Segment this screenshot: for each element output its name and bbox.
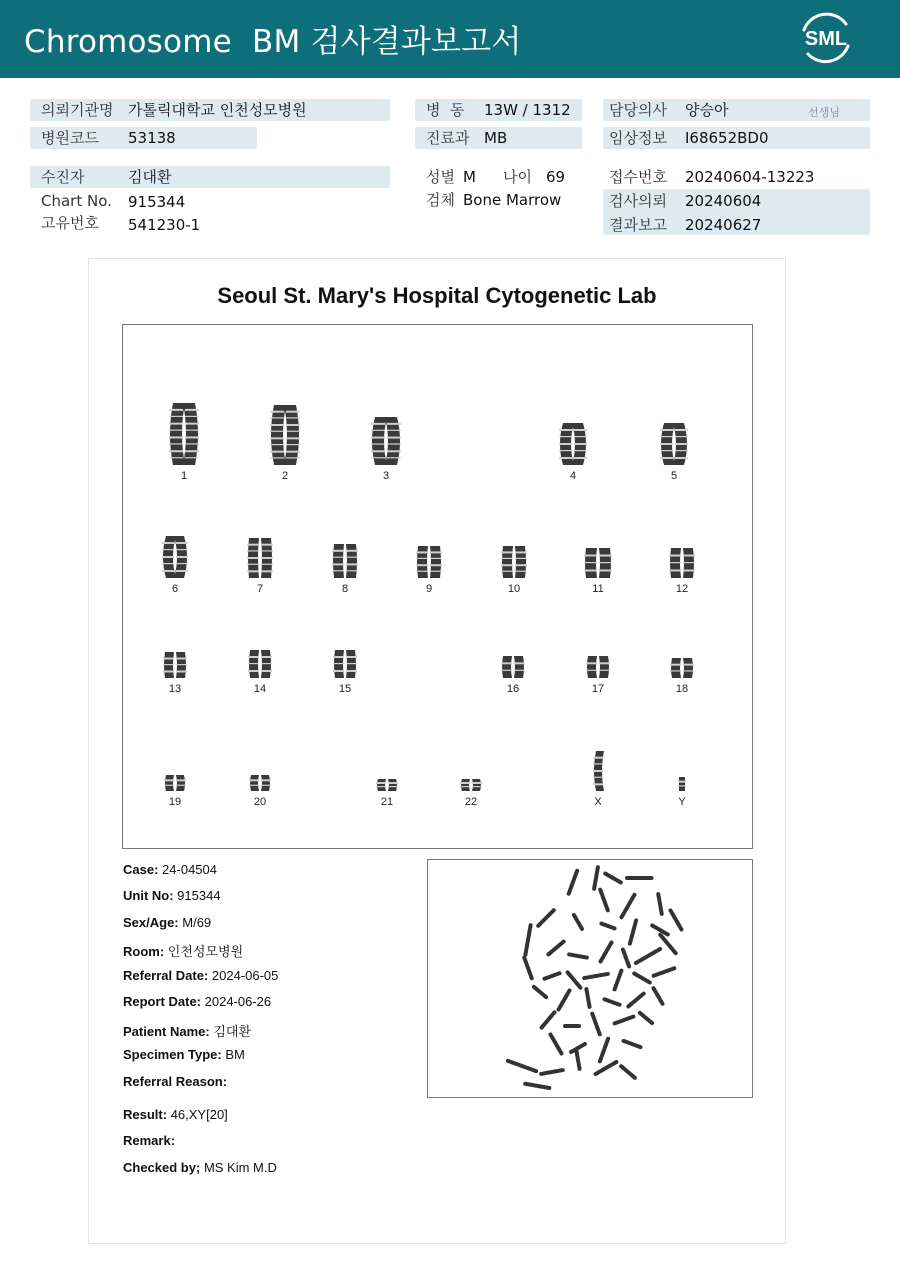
- case-line: [123, 862, 217, 877]
- chromosome-label: 4: [569, 470, 577, 482]
- sex-value: M: [463, 168, 476, 186]
- referral-date-label: Referral Date:: [123, 968, 209, 983]
- specimen-label: 검체: [426, 191, 455, 209]
- request-label: 검사의뢰: [609, 192, 667, 210]
- patient-name-line: [123, 1021, 251, 1040]
- chromosome-pair-13: [163, 652, 187, 678]
- patient-name-label: Patient Name:: [123, 1024, 210, 1039]
- patient-name-value: 김대환: [213, 1024, 252, 1039]
- chromosome-pair-10: [501, 546, 527, 578]
- ward-value: 13W / 1312: [484, 101, 571, 119]
- room-value: 인천성모병원: [167, 944, 244, 959]
- chromosome-label: 2: [281, 470, 289, 482]
- chromosome-label: 21: [380, 796, 394, 808]
- remark-line: [123, 1133, 175, 1148]
- chromosome-label: 12: [675, 583, 689, 595]
- chromosome-label: 22: [464, 796, 478, 808]
- chromosome-label: 8: [341, 583, 349, 595]
- specimen-type-label: Specimen Type:: [123, 1047, 222, 1062]
- room-line: [123, 941, 243, 960]
- receipt-value: 20240604-13223: [685, 168, 815, 186]
- result-date-value: 20240627: [685, 216, 762, 234]
- institution-label: 의뢰기관명: [41, 101, 114, 119]
- chromosome-pair-22: [460, 779, 482, 791]
- report-date-line: [123, 994, 271, 1009]
- cytogenetic-report: [88, 258, 786, 1244]
- case-value: 24-04504: [162, 862, 217, 877]
- chromosome-label: 20: [253, 796, 267, 808]
- chromosome-pair-15: [333, 650, 357, 678]
- result-date-label: 결과보고: [609, 216, 667, 234]
- chromosome-pair-20: [249, 775, 271, 791]
- specimen-type-line: [123, 1047, 245, 1062]
- doctor-suffix: 선생님: [808, 106, 840, 119]
- chromosome-pair-1: [169, 403, 199, 465]
- chromosome-pair-5: [660, 423, 688, 465]
- referral-reason-label: Referral Reason:: [123, 1074, 228, 1089]
- unit-value: 915344: [177, 888, 221, 903]
- report-header: [0, 0, 900, 78]
- sex-label: 성별: [426, 168, 455, 186]
- specimen-type-value: BM: [225, 1047, 245, 1062]
- dept-label: 진료과: [426, 129, 470, 147]
- sexage-line: [123, 915, 211, 930]
- chromosome-pair-11: [584, 548, 612, 578]
- doctor-label: 담당의사: [609, 101, 667, 119]
- chromosome-label: 1: [180, 470, 188, 482]
- chromosome-pair-Y: [678, 777, 686, 791]
- report-title: Chromosome BM 검사결과보고서: [24, 24, 522, 60]
- chromosome-pair-9: [416, 546, 442, 578]
- chromosome-pair-19: [164, 775, 186, 791]
- chromosome-label: 11: [592, 583, 604, 595]
- checked-line: [123, 1160, 277, 1175]
- room-label: Room:: [123, 944, 165, 959]
- chromosome-label: 13: [168, 683, 182, 695]
- request-value: 20240604: [685, 192, 762, 210]
- age-label: 나이: [503, 168, 532, 186]
- patient-value: 김대환: [128, 168, 172, 186]
- chromosome-label: 18: [675, 683, 689, 695]
- receipt-label: 접수번호: [609, 168, 667, 186]
- unit-line: [123, 888, 221, 903]
- chromosome-pair-17: [586, 656, 610, 678]
- age-value: 69: [546, 168, 566, 186]
- chromosome-pair-7: [247, 538, 273, 578]
- lab-title: Seoul St. Mary's Hospital Cytogenetic Lab: [217, 283, 657, 308]
- checked-label: Checked by;: [123, 1160, 201, 1175]
- chromosome-pair-8: [332, 544, 358, 578]
- remark-label: Remark:: [123, 1133, 176, 1148]
- chromosome-pair-12: [669, 548, 695, 578]
- result-line: [123, 1107, 228, 1122]
- logo-text: SML: [804, 28, 848, 50]
- chromosome-label: 3: [382, 470, 390, 482]
- chart-label: Chart No.: [41, 192, 112, 210]
- chromosome-pair-6: [162, 536, 188, 578]
- chromosome-label: 15: [338, 683, 352, 695]
- chromosome-pair-21: [376, 779, 398, 791]
- referral-reason-line: [123, 1074, 227, 1089]
- chromosome-pair-2: [270, 405, 300, 465]
- sml-logo-icon: [796, 10, 856, 66]
- chart-value: 915344: [128, 193, 186, 211]
- metaphase-chromosomes: [508, 867, 682, 1088]
- chromosome-label: 9: [425, 583, 433, 595]
- dept-value: MB: [484, 129, 508, 147]
- unique-label: 고유번호: [41, 214, 99, 232]
- specimen-value: Bone Marrow: [463, 191, 562, 209]
- clinical-value: I68652BD0: [685, 129, 769, 147]
- unit-label: Unit No:: [123, 888, 174, 903]
- doctor-value: 양승아: [685, 101, 729, 119]
- sexage-value: M/69: [182, 915, 212, 930]
- chromosome-label: 17: [591, 683, 605, 695]
- patient-label: 수진자: [41, 168, 85, 186]
- case-label: Case:: [123, 862, 159, 877]
- report-date-value: 2024-06-26: [204, 994, 272, 1009]
- chromosome-label: 14: [253, 683, 267, 695]
- karyogram-chromosomes: [123, 325, 754, 850]
- chromosome-label: 6: [171, 583, 179, 595]
- result-value: 46,XY[20]: [170, 1107, 228, 1122]
- chromosome-label: 19: [168, 796, 182, 808]
- referral-date-value: 2024-06-05: [211, 968, 279, 983]
- chromosome-label: X: [594, 796, 602, 808]
- chromosome-label: 5: [670, 470, 678, 482]
- sexage-label: Sex/Age:: [123, 915, 179, 930]
- metaphase-image: [427, 859, 753, 1098]
- chromosome-pair-4: [559, 423, 587, 465]
- institution-value: 가톨릭대학교 인천성모병원: [128, 101, 307, 119]
- chromosome-pair-X: [593, 751, 604, 791]
- chromosome-label: 16: [506, 683, 520, 695]
- chromosome-pair-16: [501, 656, 525, 678]
- chromosome-pair-14: [248, 650, 272, 678]
- chromosome-label: Y: [678, 796, 686, 808]
- report-date-label: Report Date:: [123, 994, 202, 1009]
- chromosome-pair-18: [670, 658, 694, 678]
- chromosome-label: 10: [507, 583, 521, 595]
- unique-value: 541230-1: [128, 216, 201, 234]
- clinical-label: 임상정보: [609, 129, 667, 147]
- chromosome-label: 7: [256, 583, 264, 595]
- checked-value: MS Kim M.D: [203, 1160, 277, 1175]
- ward-label: 병 동: [426, 101, 465, 119]
- karyogram-image: [122, 324, 753, 849]
- metaphase-spread: [428, 860, 754, 1099]
- hospital-code-value: 53138: [128, 129, 176, 147]
- referral-date-line: [123, 968, 278, 983]
- result-label: Result:: [123, 1107, 168, 1122]
- chromosome-pair-3: [371, 417, 401, 465]
- hospital-code-label: 병원코드: [41, 129, 99, 147]
